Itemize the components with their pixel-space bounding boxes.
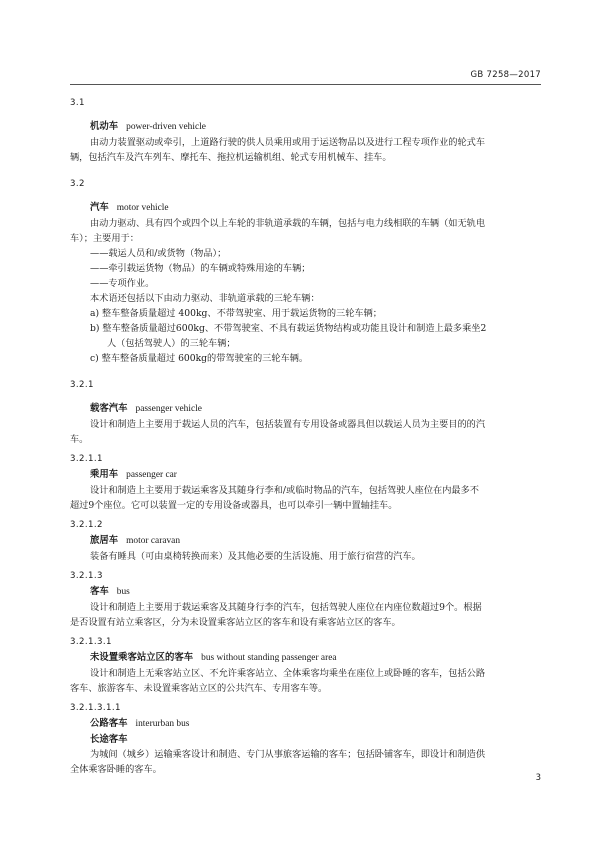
list-item-continuation: 人（包括驾驶人）的三轮车辆； [107,338,236,349]
clause-number: 3.1 [70,98,85,108]
definition-line: 设计和制造上主要用于载运人员的汽车，包括装置有专用设备或器具但以载运人员为主要目的的汽 [90,419,486,430]
list-label: b) [90,323,100,334]
definition-line: 全体乘客卧睡的客车。 [70,764,162,775]
definition-line: 客车、旅游客车、未设置乘客站立区的公共汽车、专用客车等。 [70,683,328,694]
definition-line: 设计和制造上主要用于载运乘客及其随身行李的汽车，包括驾驶人座位在内座位数超过9个。根据 [90,602,482,613]
clause-number: 3.2.1.3 [70,571,103,581]
definition-line: 车。 [70,434,89,445]
use-item: ——载运人员和/或货物（物品）； [90,248,227,259]
clause-number: 3.2.1.3.1.1 [70,703,121,713]
definition-line: 由动力装置驱动或牵引，上道路行驶的供人员乘用或用于运送物品以及进行工程专项作业的轮式车 [90,137,486,148]
term-zh: 公路客车 [90,718,128,729]
definition-line: 本术语还包括以下由动力驱动、非轨道承载的三轮车辆： [90,293,320,304]
term-heading [70,650,545,666]
use-item: ——专项作业。 [90,278,155,289]
document-body [70,96,545,777]
term-heading [70,401,545,417]
standard-code: GB 7258—2017 [470,70,541,80]
term-zh: 汽车 [90,202,109,213]
header-divider [70,84,541,85]
term-en: power-driven vehicle [126,122,206,132]
term-heading [70,533,545,549]
term-en: interurban bus [135,719,190,729]
term-en: passenger car [126,470,177,480]
definition-line: 超过9个座位。它可以装置一定的专用设备或器具，也可以牵引一辆中置轴挂车。 [70,500,398,511]
clause-number: 3.2.1.3.1 [70,637,112,647]
term-en: passenger vehicle [135,404,202,414]
list-label: a) [90,308,100,319]
definition-line: 辆，包括汽车及汽车列车、摩托车、拖拉机运输机组、轮式专用机械车、挂车。 [70,152,392,163]
list-item [70,306,545,321]
list-text: 整车整备质量超过600kg、不带驾驶室、不具有载运货物结构或功能且设计和制造上最多乘坐2 [102,323,487,334]
use-item: ——牵引载运货物（物品）的车辆或特殊用途的车辆； [90,263,311,274]
definition-line: 设计和制造上无乘客站立区、不允许乘客站立、全体乘客均乘坐在座位上或卧睡的客车，包括公路 [90,668,486,679]
term-heading [70,200,545,216]
list-label: c) [90,353,99,364]
term-zh: 载客汽车 [90,403,128,414]
definition-line: 由动力驱动、具有四个或四个以上车轮的非轨道承载的车辆，包括与电力线相联的车辆（如无轨电 [90,218,486,229]
term-en: motor vehicle [116,203,169,213]
list-item [70,351,545,366]
clause-number: 3.2.1.1 [70,454,103,464]
term-zh: 乘用车 [90,469,119,480]
term-en: bus without standing passenger area [201,653,337,663]
term-zh: 机动车 [90,121,119,132]
clause-number: 3.2.1 [70,380,94,390]
term-heading [70,119,545,135]
definition-line: 装备有睡具（可由桌椅转换而来）及其他必要的生活设施、用于旅行宿营的汽车。 [90,551,421,562]
definition-line: 车）；主要用于： [70,233,139,244]
term-zh: 客车 [90,586,109,597]
term-zh: 旅居车 [90,535,119,546]
term-zh: 长途客车 [90,734,128,745]
term-en: bus [116,587,130,597]
term-heading [70,716,545,732]
clause-number: 3.2.1.2 [70,520,103,530]
clause-number: 3.2 [70,179,85,189]
definition-line: 设计和制造上主要用于载运乘客及其随身行李和/或临时物品的汽车，包括驾驶人座位在内最多不 [90,485,479,496]
list-text: 整车整备质量超过 600kg的带驾驶室的三轮车辆。 [101,353,309,364]
list-text: 整车整备质量超过 400kg、不带驾驶室、用于载运货物的三轮车辆； [101,308,382,319]
list-item [70,321,545,336]
definition-line: 是否设置有站立乘客区，分为未设置乘客站立区的客车和设有乘客站立区的客车。 [70,617,401,628]
term-heading [70,584,545,600]
page-number: 3 [535,773,541,783]
term-synonym [70,732,545,747]
term-heading [70,467,545,483]
term-en: motor caravan [126,536,181,546]
definition-line: 为城间（城乡）运输乘客设计和制造、专门从事旅客运输的客车；包括卧铺客车，即设计和制造供 [90,749,486,760]
term-zh: 未设置乘客站立区的客车 [90,652,194,663]
